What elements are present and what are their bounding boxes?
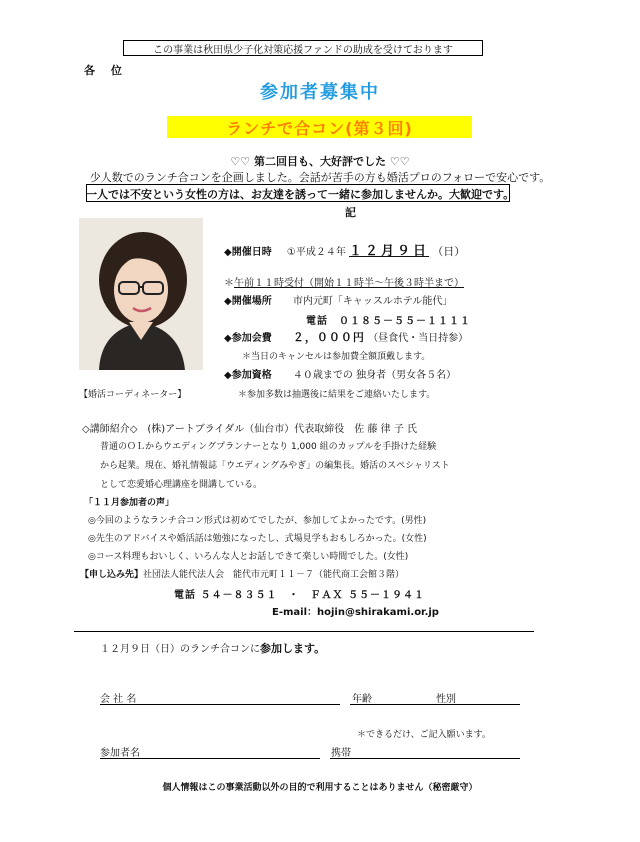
- qualification-label: ◆参加資格: [224, 370, 272, 381]
- apply-contact: 電話 ５４－８３５１ ・ ＦＡＸ ５５－１９４１: [174, 590, 425, 601]
- apply-label: 【申し込み先】: [80, 570, 144, 580]
- form-line-text: １２月９日（日）のランチ合コンに: [100, 644, 260, 655]
- voice-item: ◎今回のようなランチ合コン形式は初めてでしたが、参加してよかったです。(男性): [88, 516, 427, 526]
- lecturer-bio-2: から起業。現在、婚礼情報誌「ウエディングみやぎ」の編集長。婚活のスペシャリスト: [100, 461, 450, 471]
- mobile-field[interactable]: [330, 758, 520, 759]
- qualification-value: ４０歳までの 独身者（男女各５名）: [292, 370, 457, 381]
- venue-row: [224, 292, 452, 307]
- gender-label: 性別: [436, 694, 456, 705]
- coordinator-photo: [79, 218, 203, 370]
- apply-row: [80, 567, 404, 580]
- event-date: １２月９日: [349, 244, 430, 259]
- form-line: [100, 640, 325, 656]
- page-title: 参加者募集中: [260, 82, 380, 103]
- popular-text: 第二回目も、大好評でした: [254, 155, 386, 168]
- reception-prefix: ＊: [224, 278, 234, 289]
- event-day: （日）: [432, 245, 466, 258]
- fill-note: ＊できるだけ、ご記入願います。: [357, 730, 491, 740]
- date-label: ◆開催日時: [224, 247, 272, 258]
- ki-mark: 記: [345, 206, 356, 219]
- age-label: 年齢: [352, 694, 372, 705]
- heart-icon: ♡♡: [230, 155, 251, 168]
- participant-name-field[interactable]: [100, 758, 320, 759]
- qualification-row: [224, 366, 456, 381]
- greeting: 各 位: [84, 64, 128, 77]
- date-prefix: ①平成２４年: [286, 247, 346, 258]
- reception-row: [224, 274, 464, 289]
- cancel-note: ＊当日のキャンセルは参加費全額頂戴します。: [242, 352, 431, 362]
- voice-item: ◎先生のアドバイスや婚活話は勉強になったし、式場見学もおもしろかった。(女性): [88, 534, 427, 544]
- venue-tel: 電話 ０１８５－５５－１１１１: [306, 316, 471, 327]
- fee-label: ◆参加会費: [224, 333, 272, 344]
- event-subtitle: ランチで合コン(第３回): [226, 118, 413, 138]
- form-line-emph: 参加します。: [260, 642, 326, 655]
- lottery-note: ＊参加多数は抽選後に結果をご連絡いたします。: [238, 390, 436, 400]
- photo-caption: 【婚活コーディネーター】: [79, 390, 187, 400]
- popular-line: [0, 153, 640, 169]
- fee-note: （昼食代・当日持参）: [368, 333, 469, 344]
- funding-notice: [123, 40, 483, 56]
- heart-icon: ♡♡: [389, 155, 410, 168]
- fee-row: [224, 329, 468, 345]
- company-field[interactable]: [100, 704, 340, 705]
- voices-heading: 「１１月参加者の声」: [84, 498, 175, 508]
- cut-divider: [74, 631, 534, 632]
- privacy-note: 個人情報はこの事業活動以外の目的で利用することはありません（秘密厳守）: [162, 783, 478, 793]
- apply-org: 社団法人能代法人会 能代市元町１１－７（能代商工会館３階）: [143, 570, 405, 580]
- age-gender-field[interactable]: [350, 704, 520, 705]
- fee-value: ２，０００円: [292, 331, 365, 344]
- participant-name-label: 参加者名: [100, 748, 140, 759]
- mobile-label: 携帯: [331, 748, 351, 759]
- date-row: [224, 240, 465, 259]
- lecturer-bio-3: として恋愛婚心理講座を開講している。: [100, 480, 263, 490]
- lecturer-heading: ◇講師紹介◇ (株)アートブライダル（仙台市）代表取締役 佐 藤 律 子 氏: [82, 424, 417, 435]
- venue-label: ◆開催場所: [224, 296, 272, 307]
- funding-notice-text: この事業は秋田県少子化対策応援ファンドの助成を受けております: [153, 44, 453, 56]
- company-label: 会 社 名: [100, 694, 137, 705]
- apply-email: E-mail：hojin@shirakami.or.jp: [272, 607, 439, 618]
- reception-time: 午前１１時受付（開始１１時半～午後３時半まで）: [234, 278, 464, 289]
- venue-value: 市内元町「キャッスルホテル能代」: [292, 296, 453, 307]
- intro-line-2: 一人では不安という女性の方は、お友達を誘って一緒に参加しませんか。大歓迎です。: [86, 188, 515, 201]
- lecturer-bio-1: 普通のＯＬからウエディングプランナーとなり 1,000 組のカップルを手掛けた経験: [100, 442, 437, 452]
- intro-line-1: 少人数でのランチ合コンを企画しました。会話が苦手の方も婚活プロのフォローで安心です。: [89, 171, 551, 184]
- voice-item: ◎コース料理もおいしく、いろんな人とお話しできて楽しい時間でした。(女性): [88, 552, 409, 562]
